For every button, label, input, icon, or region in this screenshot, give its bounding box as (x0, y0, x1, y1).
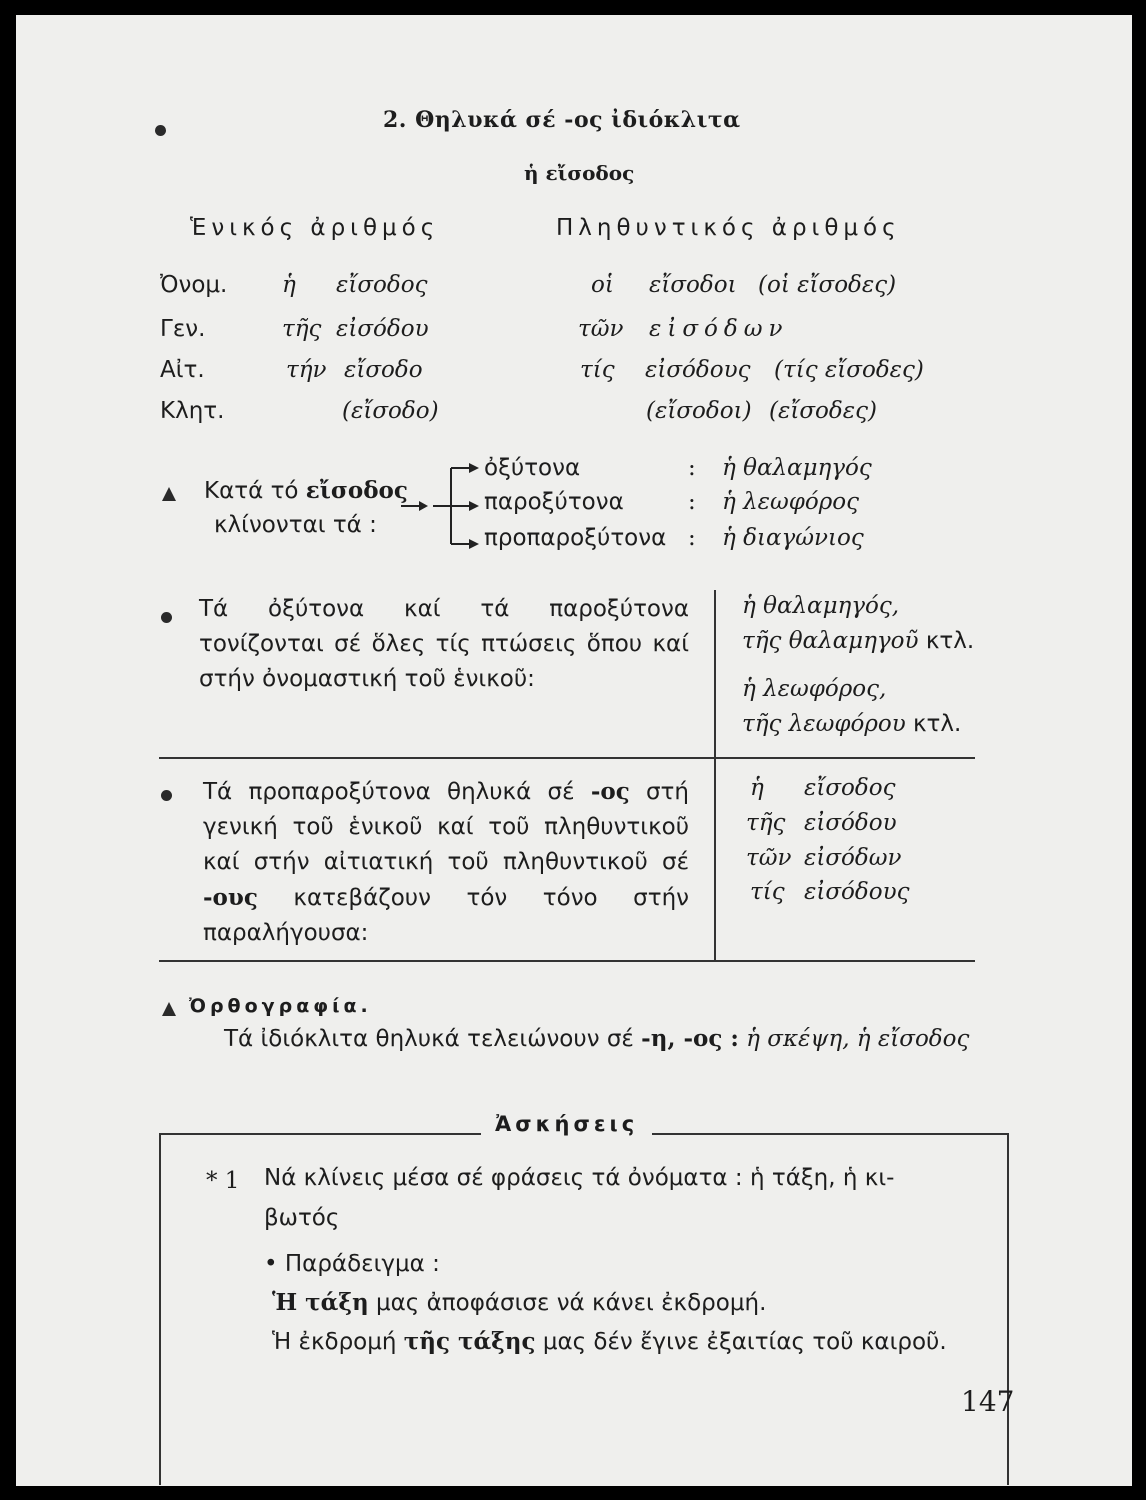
rule2-part1: Τά προπαροξύτονα θηλυκά σέ (203, 779, 575, 805)
pl-alt-form: (οἱ εἴσοδες) (758, 272, 897, 298)
bullet-icon (155, 125, 166, 136)
example-sentence (272, 1328, 947, 1355)
pl-form: (εἴσοδοι) (646, 398, 752, 424)
sg-article: τῆς (282, 316, 322, 342)
sg-form: εἰσόδου (336, 316, 429, 342)
bracket-arrows-icon (401, 461, 481, 551)
rule2-ending2: -ους (203, 884, 258, 911)
rule1-divider (714, 590, 716, 757)
rule2-part3: κατεβάζουν τόν τόνο στήν παραλήγουσα: (203, 885, 689, 946)
triangle-icon (162, 1002, 176, 1016)
type-label: ὀξύτονα (484, 455, 581, 481)
type-colon: : (688, 489, 696, 515)
exercise-instruction: Νά κλίνεις μέσα σέ φράσεις τά ὀνόματα : ἡ τάξη, ἡ κι- (264, 1165, 895, 1191)
type-colon: : (688, 455, 696, 481)
rule1-example-line: ἡ θαλαμηγός, (742, 593, 900, 619)
orthography-heading: Ὀρθογραφία. (189, 995, 372, 1017)
section-subtitle: ἡ εἴσοδος (524, 161, 635, 185)
rule2-ending1: -ος (590, 778, 630, 805)
case-label: Γεν. (160, 316, 206, 342)
rule2-example-art: τῆς (746, 810, 786, 836)
classification-word: εἴσοδος (305, 477, 408, 504)
bullet-icon (161, 790, 172, 801)
singular-heading: Ἑνικός ἀριθμός (190, 215, 440, 241)
rule2-example-word: εἴσοδος (804, 775, 896, 801)
pl-alt-form: (εἴσοδες) (769, 398, 877, 424)
rule1-example-end: κτλ. (913, 711, 962, 737)
section-divider (159, 960, 975, 962)
rule2-example-word: εἰσόδους (804, 879, 910, 905)
sg-article: τήν (286, 357, 327, 383)
orthography-endings: -η, -ος : (641, 1025, 739, 1052)
example-label: • Παράδειγμα : (264, 1251, 440, 1277)
pl-form: εἰσόδους (645, 357, 751, 383)
pl-form: εἰσόδων (649, 316, 789, 342)
example-start: Ἡ ἐκδρομή (272, 1329, 404, 1355)
case-label: Αἰτ. (160, 357, 205, 383)
rule2-example-art: ἡ (750, 775, 764, 801)
rule1-example-line (742, 711, 961, 737)
type-label: προπαροξύτονα (484, 525, 667, 551)
sg-form: εἴσοδο (344, 357, 423, 383)
rule1-example-end: κτλ. (925, 628, 975, 654)
triangle-icon (162, 487, 176, 501)
pl-article: τῶν (578, 316, 624, 342)
exercises-heading: Ἀσκήσεις (481, 1112, 652, 1136)
rule2-text (203, 774, 689, 951)
example-sentence (272, 1289, 766, 1316)
rule2-example-art: τῶν (746, 845, 792, 871)
sg-form: (εἴσοδο) (342, 398, 439, 424)
classification-line2: κλίνονται τά : (214, 512, 377, 538)
example-bold: Ἡ τάξη (272, 1289, 369, 1316)
pl-article: τίς (580, 357, 615, 383)
classification-line1 (204, 477, 408, 504)
type-colon: : (688, 525, 696, 551)
textbook-page (16, 15, 1132, 1486)
rule1-example-form: τῆς θαλαμηγοῦ (742, 628, 919, 654)
rule2-example-art: τίς (750, 879, 785, 905)
sg-article: ἡ (282, 272, 296, 298)
rule2-example-word: εἰσόδων (804, 845, 902, 871)
rule1-example-form: τῆς λεωφόρου (742, 711, 906, 737)
bullet-icon (161, 612, 172, 623)
type-example: ἡ λεωφόρος (722, 489, 859, 515)
case-label: Κλητ. (160, 398, 225, 424)
rule2-example-word: εἰσόδου (804, 810, 897, 836)
example-bold: τῆς τάξης (403, 1328, 536, 1355)
exercise-instruction: βωτός (264, 1205, 340, 1231)
type-example: ἡ θαλαμηγός (722, 455, 872, 481)
plural-heading: Πληθυντικός ἀριθμός (556, 215, 901, 241)
classification-prefix: Κατά τό (204, 478, 299, 504)
rule1-example-line: ἡ λεωφόρος, (742, 676, 887, 702)
example-rest: μας δέν ἔγινε ἐξαιτίας τοῦ καιροῦ. (535, 1329, 947, 1355)
orthography-text (224, 1025, 969, 1052)
rule2-part2: στή γενική τοῦ ἑνικοῦ καί τοῦ πληθυντικοῦ καί στήν αἰτιατική τοῦ πληθυντικοῦ σέ (203, 779, 689, 875)
sg-form: εἴσοδος (336, 272, 428, 298)
example-rest: μας ἀποφάσισε νά κάνει ἐκδρομή. (368, 1290, 767, 1316)
orthography-rule: Τά ἰδιόκλιτα θηλυκά τελειώνουν σέ (224, 1026, 634, 1052)
section-title: 2. Θηλυκά σέ -ος ἰδιόκλιτα (383, 107, 741, 133)
type-example: ἡ διαγώνιος (722, 525, 864, 551)
orthography-examples: ἡ σκέψη, ἡ εἴσοδος (746, 1026, 970, 1052)
page-number: 147 (961, 1385, 1015, 1418)
rule1-example-line (742, 628, 974, 654)
type-label: παροξύτονα (484, 489, 624, 515)
rule1-text: Τά ὀξύτονα καί τά παροξύτονα τονίζονται σέ ὅλες τίς πτώσεις ὅπου καί στήν ὀνομαστική τοῦ ἑνικοῦ: (199, 596, 689, 692)
exercise-marker: * 1 (206, 1168, 240, 1194)
rule2-divider (714, 757, 716, 960)
case-label: Ὀνομ. (160, 272, 228, 298)
pl-article: οἱ (591, 272, 614, 298)
pl-form: εἴσοδοι (649, 272, 737, 298)
pl-alt-form: (τίς εἴσοδες) (774, 357, 924, 383)
section-divider (159, 757, 975, 759)
